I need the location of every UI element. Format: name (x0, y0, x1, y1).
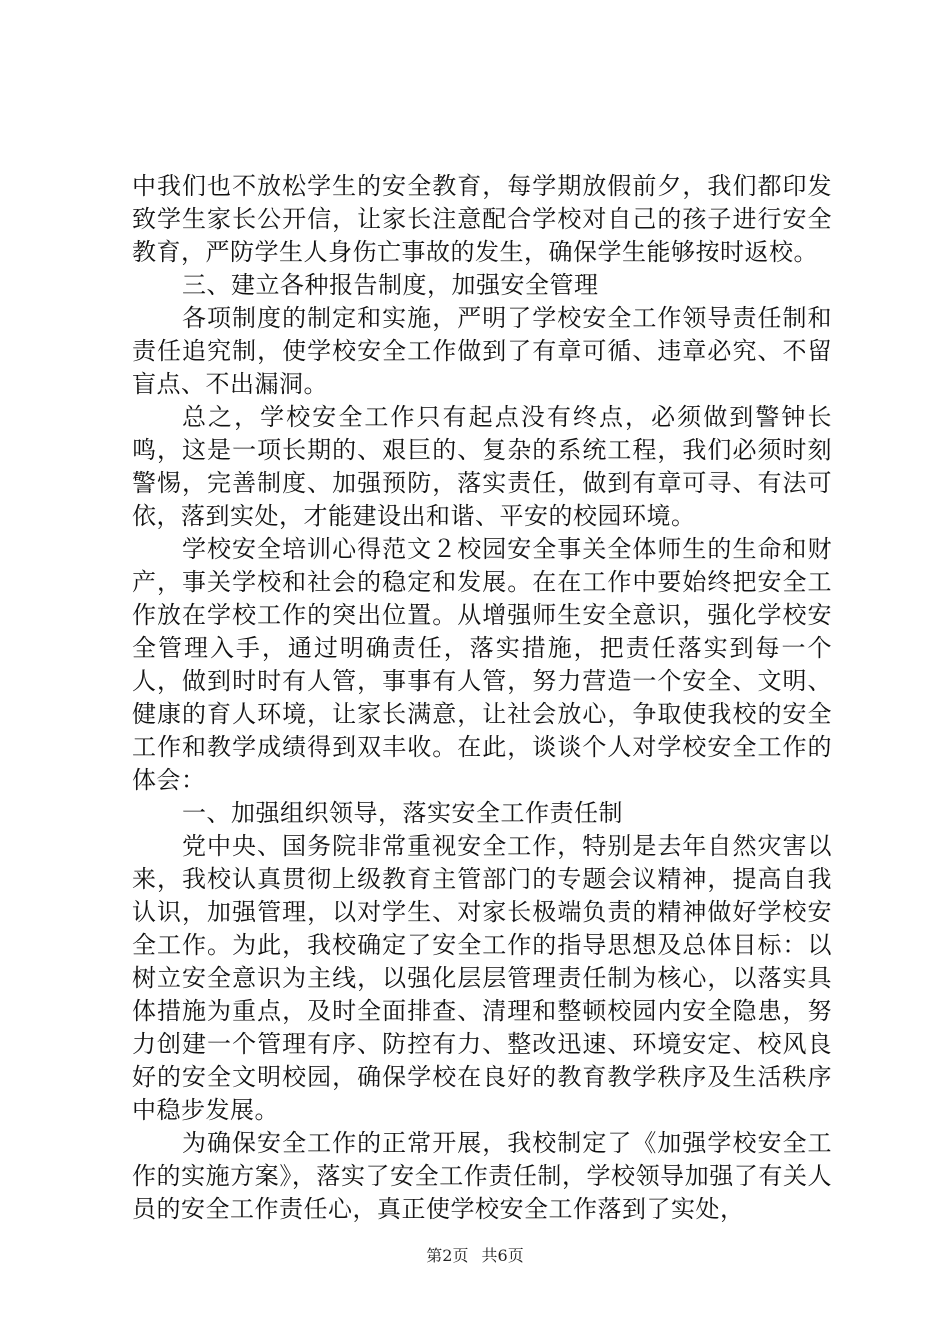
paragraph: 各项制度的制定和实施，严明了学校安全工作领导责任制和责任追究制，使学校安全工作做到了有章可循、违章必究、不留盲点、不出漏洞。 (132, 304, 832, 398)
paragraph: 党中央、国务院非常重视安全工作，特别是去年自然灾害以来，我校认真贯彻上级教育主管部门的专题会议精神，提高自我认识，加强管理，以对学生、对家长极端负责的精神做好学校安全工作。为此，我校确定了安全工作的指导思想及总体目标：以树立安全意识为主线，以强化层层管理责任制为核心，以落实具体措施为重点，及时全面排查、清理和整顿校园内安全隐患，努力创建一个管理有序、防控有力、整改迅速、环境安定、校风良好的安全文明校园，确保学校在良好的教育教学秩序及生活秩序中稳步发展。 (132, 832, 832, 1124)
page-footer (0, 1246, 950, 1266)
paragraph-summary: 总之，学校安全工作只有起点没有终点，必须做到警钟长鸣，这是一项长期的、艰巨的、复杂的系统工程，我们必须时刻警惕，完善制度、加强预防，落实责任，做到有章可寻、有法可依，落到实处，才能建设出和谐、平安的校园环境。 (132, 403, 832, 530)
paragraph-continuation: 中我们也不放松学生的安全教育，每学期放假前夕，我们都印发致学生家长公开信，让家长注意配合学校对自己的孩子进行安全教育，严防学生人身伤亡事故的发生，确保学生能够按时返校。 (132, 172, 832, 266)
document-body (132, 170, 832, 1226)
page-number: 第2页 (426, 1246, 469, 1265)
section-heading-1: 一、加强组织领导，落实安全工作责任制 (182, 799, 623, 827)
page-total: 共6页 (481, 1246, 524, 1265)
section-heading-3: 三、建立各种报告制度，加强安全管理 (182, 271, 599, 299)
paragraph-article-2: 学校安全培训心得范文２校园安全事关全体师生的生命和财产，事关学校和社会的稳定和发展。在在工作中要始终把安全工作放在学校工作的突出位置。从增强师生安全意识，强化学校安全管理入手，通过明确责任，落实措施，把责任落实到每一个人，做到时时有人管，事事有人管，努力营造一个安全、文明、健康的育人环境，让家长满意，让社会放心，争取使我校的安全工作和教学成绩得到双丰收。在此，谈谈个人对学校安全工作的体会： (132, 535, 832, 794)
paragraph: 为确保安全工作的正常开展，我校制定了《加强学校安全工作的实施方案》，落实了安全工作责任制，学校领导加强了有关人员的安全工作责任心，真正使学校安全工作落到了实处， (132, 1129, 832, 1223)
